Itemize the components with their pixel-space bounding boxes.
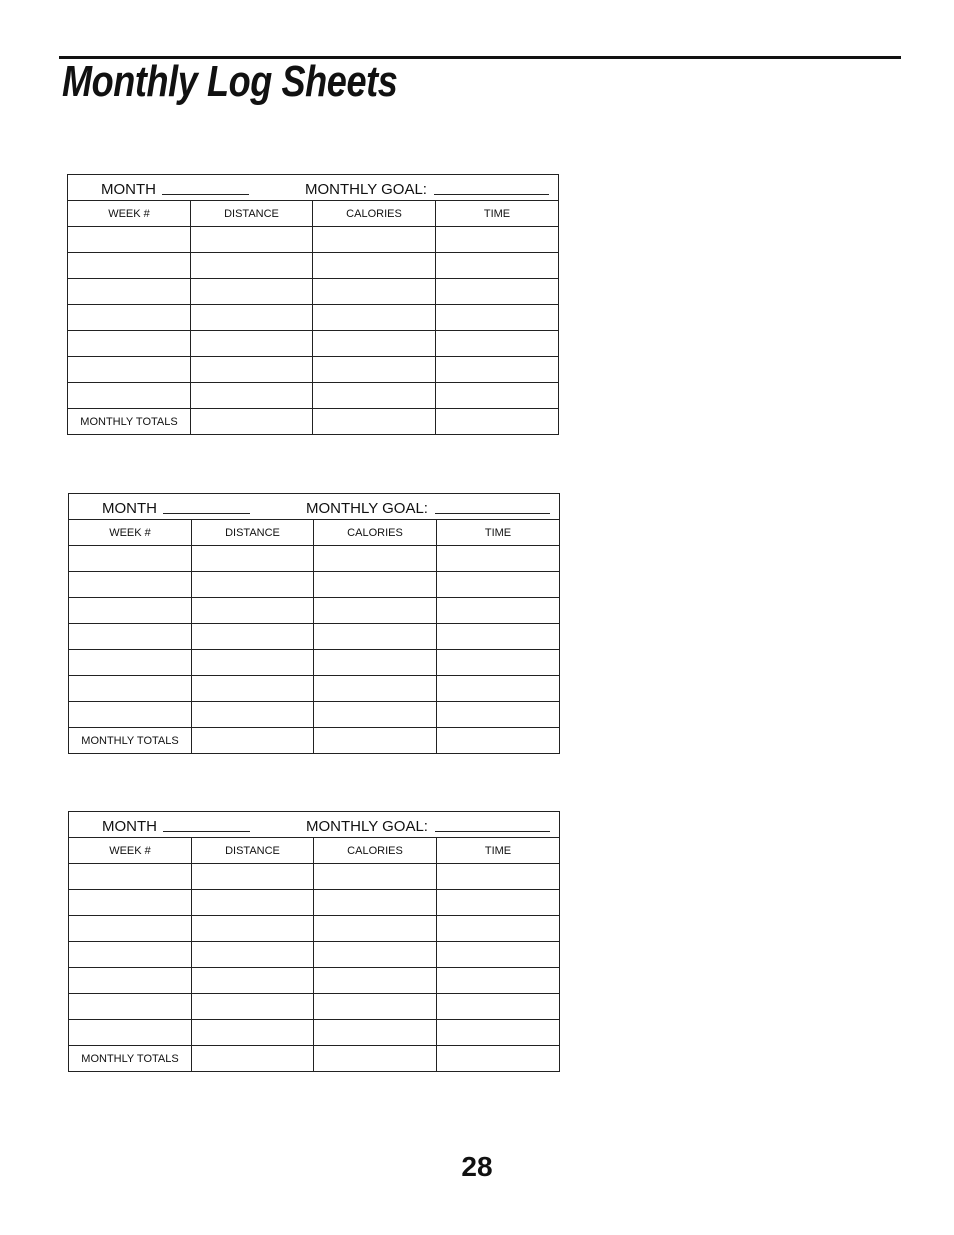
week-cell[interactable] — [68, 383, 191, 409]
week-cell[interactable] — [68, 253, 191, 279]
time-cell[interactable] — [437, 864, 560, 890]
week-cell[interactable] — [69, 968, 192, 994]
column-header-time: TIME — [437, 838, 560, 864]
page-number: 28 — [461, 1151, 493, 1182]
time-cell[interactable] — [436, 357, 559, 383]
time-cell[interactable] — [436, 383, 559, 409]
monthly-goal-blank[interactable] — [435, 831, 550, 832]
time-cell[interactable] — [437, 890, 560, 916]
monthly-totals-label: MONTHLY TOTALS — [69, 1046, 192, 1072]
month-blank[interactable] — [163, 513, 250, 514]
sheet-header-row — [68, 175, 559, 201]
week-cell[interactable] — [69, 650, 192, 676]
calories-cell[interactable] — [314, 702, 437, 728]
table-row — [68, 227, 559, 253]
distance-cell[interactable] — [191, 357, 313, 383]
monthly-goal-label: MONTHLY GOAL: — [306, 500, 428, 517]
calories-cell[interactable] — [314, 968, 437, 994]
totals-row — [69, 1046, 560, 1072]
time-cell[interactable] — [437, 624, 560, 650]
table-row — [69, 916, 560, 942]
time-cell[interactable] — [437, 1020, 560, 1046]
distance-cell[interactable] — [192, 916, 314, 942]
time-total-cell[interactable] — [436, 409, 559, 435]
week-cell[interactable] — [68, 357, 191, 383]
time-cell[interactable] — [437, 994, 560, 1020]
distance-cell[interactable] — [192, 702, 314, 728]
time-cell[interactable] — [437, 676, 560, 702]
calories-cell[interactable] — [314, 624, 437, 650]
calories-cell[interactable] — [314, 650, 437, 676]
week-cell[interactable] — [68, 279, 191, 305]
monthly-goal-blank[interactable] — [434, 194, 549, 195]
calories-cell[interactable] — [314, 890, 437, 916]
calories-cell[interactable] — [313, 305, 436, 331]
distance-cell[interactable] — [192, 1020, 314, 1046]
table-row — [69, 968, 560, 994]
week-cell[interactable] — [68, 331, 191, 357]
column-header-time: TIME — [437, 520, 560, 546]
monthly-totals-label: MONTHLY TOTALS — [69, 728, 192, 754]
distance-cell[interactable] — [191, 331, 313, 357]
time-total-cell[interactable] — [437, 728, 560, 754]
time-cell[interactable] — [437, 650, 560, 676]
calories-cell[interactable] — [313, 357, 436, 383]
calories-cell[interactable] — [313, 227, 436, 253]
distance-cell[interactable] — [192, 942, 314, 968]
distance-cell[interactable] — [192, 864, 314, 890]
month-label: MONTH — [102, 818, 157, 835]
column-header-week: WEEK # — [68, 201, 191, 227]
calories-cell[interactable] — [313, 253, 436, 279]
distance-cell[interactable] — [192, 968, 314, 994]
time-cell[interactable] — [437, 546, 560, 572]
week-cell[interactable] — [68, 305, 191, 331]
monthly-log-sheet-1 — [67, 174, 559, 435]
month-blank[interactable] — [163, 831, 250, 832]
week-cell[interactable] — [69, 994, 192, 1020]
column-header-distance: DISTANCE — [192, 838, 314, 864]
table-row — [68, 305, 559, 331]
calories-cell[interactable] — [314, 598, 437, 624]
calories-cell[interactable] — [314, 916, 437, 942]
monthly-log-sheet-2 — [68, 493, 560, 754]
time-cell[interactable] — [437, 916, 560, 942]
distance-cell[interactable] — [192, 546, 314, 572]
column-header-row — [68, 201, 559, 227]
week-cell[interactable] — [69, 572, 192, 598]
sheet-header — [69, 812, 560, 838]
table-row — [68, 279, 559, 305]
distance-cell[interactable] — [192, 676, 314, 702]
calories-cell[interactable] — [313, 279, 436, 305]
column-header-week: WEEK # — [69, 838, 192, 864]
calories-total-cell[interactable] — [314, 728, 437, 754]
column-header-row — [69, 838, 560, 864]
column-header-time: TIME — [436, 201, 559, 227]
calories-cell[interactable] — [314, 676, 437, 702]
week-cell[interactable] — [69, 598, 192, 624]
table-row — [69, 702, 560, 728]
table-row — [69, 676, 560, 702]
time-cell[interactable] — [437, 702, 560, 728]
distance-total-cell[interactable] — [192, 1046, 314, 1072]
distance-cell[interactable] — [192, 890, 314, 916]
table-row — [69, 994, 560, 1020]
monthly-log-sheet-3 — [68, 811, 560, 1072]
month-blank[interactable] — [162, 194, 249, 195]
table-row — [68, 253, 559, 279]
distance-cell[interactable] — [191, 305, 313, 331]
distance-total-cell[interactable] — [192, 728, 314, 754]
distance-cell[interactable] — [192, 650, 314, 676]
time-cell[interactable] — [436, 305, 559, 331]
calories-total-cell[interactable] — [313, 409, 436, 435]
totals-row — [68, 409, 559, 435]
calories-cell[interactable] — [313, 331, 436, 357]
time-cell[interactable] — [436, 331, 559, 357]
week-cell[interactable] — [68, 227, 191, 253]
week-cell[interactable] — [69, 1020, 192, 1046]
calories-cell[interactable] — [314, 942, 437, 968]
table-row — [69, 1020, 560, 1046]
distance-cell[interactable] — [192, 994, 314, 1020]
sheet-header — [68, 175, 559, 201]
week-cell[interactable] — [69, 676, 192, 702]
column-header-calories: CALORIES — [313, 201, 436, 227]
week-cell[interactable] — [69, 624, 192, 650]
calories-cell[interactable] — [313, 383, 436, 409]
time-cell[interactable] — [436, 227, 559, 253]
table-row — [69, 624, 560, 650]
month-label: MONTH — [101, 181, 156, 198]
monthly-totals-label: MONTHLY TOTALS — [68, 409, 191, 435]
table-row — [68, 357, 559, 383]
table-row — [69, 572, 560, 598]
time-cell[interactable] — [436, 253, 559, 279]
time-cell[interactable] — [437, 942, 560, 968]
calories-cell[interactable] — [314, 864, 437, 890]
time-cell[interactable] — [437, 968, 560, 994]
sheet-header-row — [69, 494, 560, 520]
monthly-goal-label: MONTHLY GOAL: — [306, 818, 428, 835]
totals-row — [69, 728, 560, 754]
sheet-header-row — [69, 812, 560, 838]
distance-cell[interactable] — [192, 598, 314, 624]
week-cell[interactable] — [69, 702, 192, 728]
monthly-goal-blank[interactable] — [435, 513, 550, 514]
week-cell[interactable] — [69, 864, 192, 890]
distance-total-cell[interactable] — [191, 409, 313, 435]
table-row — [68, 383, 559, 409]
distance-cell[interactable] — [191, 227, 313, 253]
week-cell[interactable] — [69, 546, 192, 572]
distance-cell[interactable] — [192, 624, 314, 650]
distance-cell[interactable] — [191, 253, 313, 279]
column-header-distance: DISTANCE — [192, 520, 314, 546]
column-header-distance: DISTANCE — [191, 201, 313, 227]
column-header-calories: CALORIES — [314, 838, 437, 864]
calories-cell[interactable] — [314, 1020, 437, 1046]
month-label: MONTH — [102, 500, 157, 517]
table-row — [69, 942, 560, 968]
column-header-calories: CALORIES — [314, 520, 437, 546]
time-total-cell[interactable] — [437, 1046, 560, 1072]
table-row — [69, 546, 560, 572]
week-cell[interactable] — [69, 916, 192, 942]
time-cell[interactable] — [436, 279, 559, 305]
week-cell[interactable] — [69, 890, 192, 916]
calories-cell[interactable] — [314, 572, 437, 598]
calories-cell[interactable] — [314, 546, 437, 572]
monthly-goal-label: MONTHLY GOAL: — [305, 181, 427, 198]
table-row — [68, 331, 559, 357]
distance-cell[interactable] — [191, 383, 313, 409]
page-title: Monthly Log Sheets — [62, 57, 398, 106]
table-row — [69, 598, 560, 624]
column-header-row — [69, 520, 560, 546]
sheet-header — [69, 494, 560, 520]
time-cell[interactable] — [437, 598, 560, 624]
distance-cell[interactable] — [192, 572, 314, 598]
table-row — [69, 864, 560, 890]
week-cell[interactable] — [69, 942, 192, 968]
table-row — [69, 650, 560, 676]
distance-cell[interactable] — [191, 279, 313, 305]
calories-cell[interactable] — [314, 994, 437, 1020]
column-header-week: WEEK # — [69, 520, 192, 546]
calories-total-cell[interactable] — [314, 1046, 437, 1072]
table-row — [69, 890, 560, 916]
time-cell[interactable] — [437, 572, 560, 598]
